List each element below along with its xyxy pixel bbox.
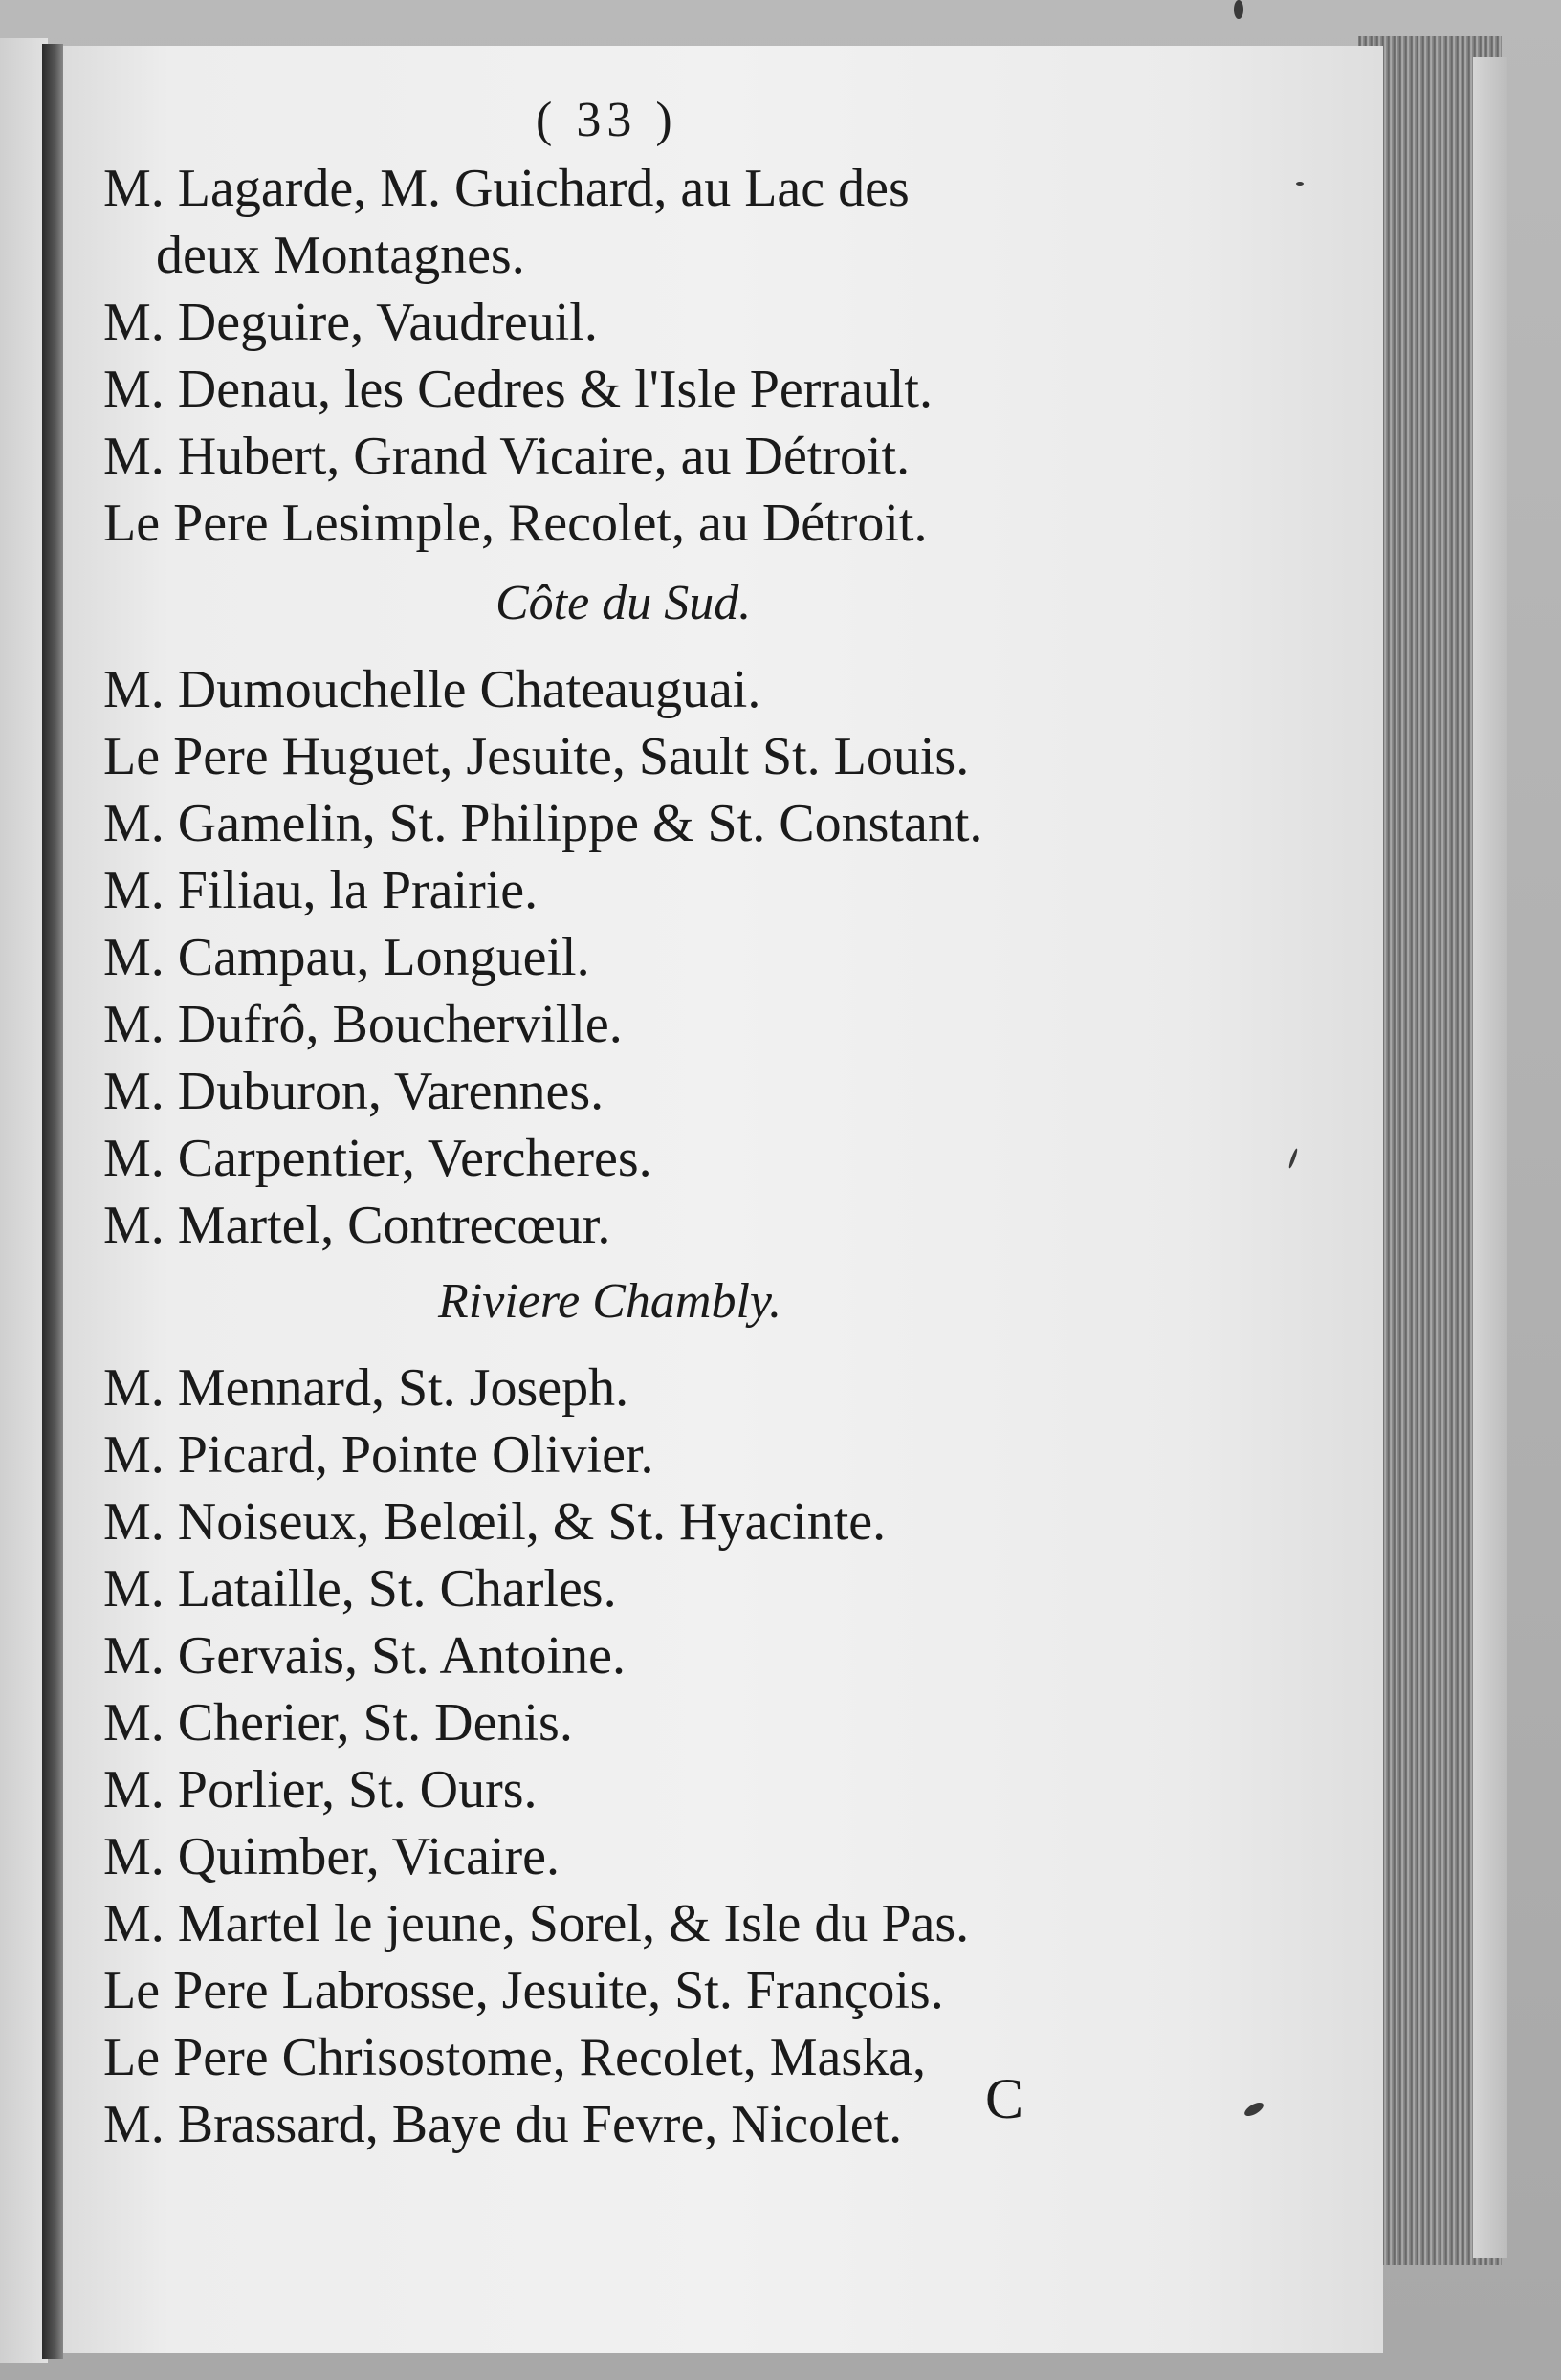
section-heading: Côte du Sud. — [495, 576, 752, 630]
paper-speck — [1296, 182, 1304, 186]
signature-mark: C — [985, 2067, 1024, 2130]
text-line: M. Quimber, Vicaire. — [103, 1827, 561, 1886]
text-line: M. Dumouchelle Chateauguai. — [103, 660, 761, 719]
text-line: M. Porlier, St. Ours. — [103, 1760, 538, 1819]
text-line: M. Cherier, St. Denis. — [103, 1693, 573, 1752]
text-line: M. Hubert, Grand Vicaire, au Détroit. — [103, 427, 911, 486]
text-line: Le Pere Lesimple, Recolet, au Détroit. — [103, 494, 928, 553]
text-line: M. Deguire, Vaudreuil. — [103, 293, 598, 352]
paper-speck — [1234, 0, 1243, 19]
text-line: M. Noiseux, Belœil, & St. Hyacinte. — [103, 1492, 887, 1552]
page-number: ( 33 ) — [536, 93, 678, 147]
text-line: deux Montagnes. — [156, 226, 525, 285]
text-line: M. Carpentier, Vercheres. — [103, 1129, 652, 1188]
text-line: M. Denau, les Cedres & l'Isle Perrault. — [103, 360, 933, 419]
text-line: M. Campau, Longueil. — [103, 928, 590, 987]
text-line: M. Picard, Pointe Olivier. — [103, 1425, 654, 1485]
text-line: M. Brassard, Baye du Fevre, Nicolet. — [103, 2095, 903, 2154]
text-line: M. Lataille, St. Charles. — [103, 1559, 617, 1619]
text-line: M. Martel le jeune, Sorel, & Isle du Pas. — [103, 1894, 970, 1953]
book-spine — [42, 44, 63, 2359]
text-line: Le Pere Labrosse, Jesuite, St. François. — [103, 1961, 944, 2020]
text-line: M. Dufrô, Boucherville. — [103, 995, 623, 1054]
text-line: M. Duburon, Varennes. — [103, 1062, 605, 1121]
text-line: M. Filiau, la Prairie. — [103, 861, 539, 920]
text-line: M. Mennard, St. Joseph. — [103, 1358, 629, 1418]
text-line: Le Pere Chrisostome, Recolet, Maska, — [103, 2028, 927, 2087]
text-line: M. Gamelin, St. Philippe & St. Constant. — [103, 794, 983, 853]
text-line: Le Pere Huguet, Jesuite, Sault St. Louis. — [103, 727, 970, 786]
text-line: M. Gervais, St. Antoine. — [103, 1626, 626, 1686]
section-heading: Riviere Chambly. — [438, 1274, 782, 1329]
text-line: M. Martel, Contrecœur. — [103, 1196, 611, 1255]
previous-page-edge — [0, 38, 48, 2363]
page-edges-outer — [1473, 57, 1507, 2258]
text-line: M. Lagarde, M. Guichard, au Lac des — [103, 159, 910, 218]
